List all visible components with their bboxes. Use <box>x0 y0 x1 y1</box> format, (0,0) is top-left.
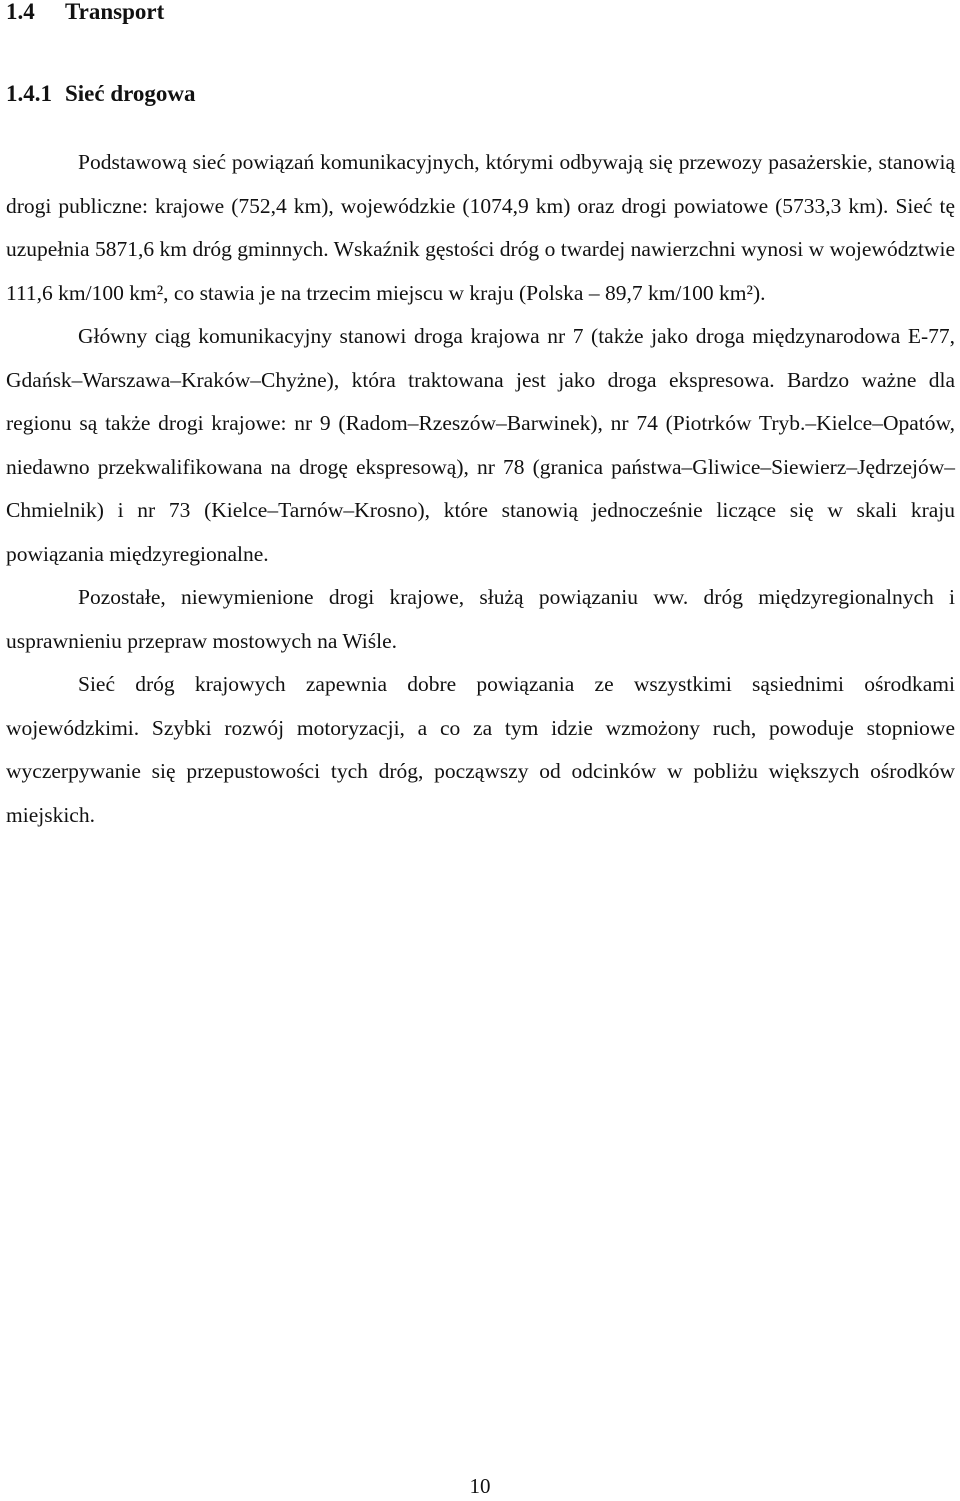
paragraph: Główny ciąg komunikacyjny stanowi droga krajowa nr 7 (także jako droga międzynarodowa E-77, Gdańsk–Warszawa–Kraków–Chyżne), która traktowana jest jako droga ekspresowa. Bardzo ważne dla regionu są także drogi krajowe: nr 9 (Radom–Rzeszów–Barwinek), nr 74 (Piotrków Tryb.–Kielce–Opatów, niedawno przekwalifikowana na drogę ekspresową), nr 78 (granica państwa–Gliwice–Siewierz–Jędrzejów–Chmielnik) i nr 73 (Kielce–Tarnów–Krosno), które stanowią jednocześnie liczące się w skali kraju powiązania międzyregionalne. <box>6 324 955 566</box>
paragraph: Sieć dróg krajowych zapewnia dobre powiązania ze wszystkimi sąsiednimi ośrodkami wojewódzkimi. Szybki rozwój motoryzacji, a co za tym idzie wzmożony ruch, powoduje stopniowe wyczerpywanie się przepustowości tych dróg, począwszy od odcinków w pobliżu większych ośrodków miejskich. <box>6 672 955 827</box>
subsection-number: 1.4.1 <box>6 81 52 106</box>
subsection-heading <box>6 80 196 108</box>
section-title: Transport <box>65 0 165 24</box>
page-number: 10 <box>469 1474 491 1498</box>
section-heading <box>6 0 164 26</box>
subsection-title: Sieć drogowa <box>65 81 196 106</box>
body-text <box>6 141 955 837</box>
paragraph: Podstawową sieć powiązań komunikacyjnych, którymi odbywają się przewozy pasażerskie, stanowią drogi publiczne: krajowe (752,4 km), wojewódzkie (1074,9 km) oraz drogi powiatowe (5733,3 km). Sieć tę uzupełnia 5871,6 km dróg gminnych. Wskaźnik gęstości dróg o twardej nawierzchni wynosi w województwie 111,6 km/100 km², co stawia je na trzecim miejscu w kraju (Polska – 89,7 km/100 km²). <box>6 150 955 305</box>
section-number: 1.4 <box>6 0 35 24</box>
paragraph: Pozostałe, niewymienione drogi krajowe, służą powiązaniu ww. dróg międzyregionalnych i usprawnieniu przepraw mostowych na Wiśle. <box>6 585 955 653</box>
